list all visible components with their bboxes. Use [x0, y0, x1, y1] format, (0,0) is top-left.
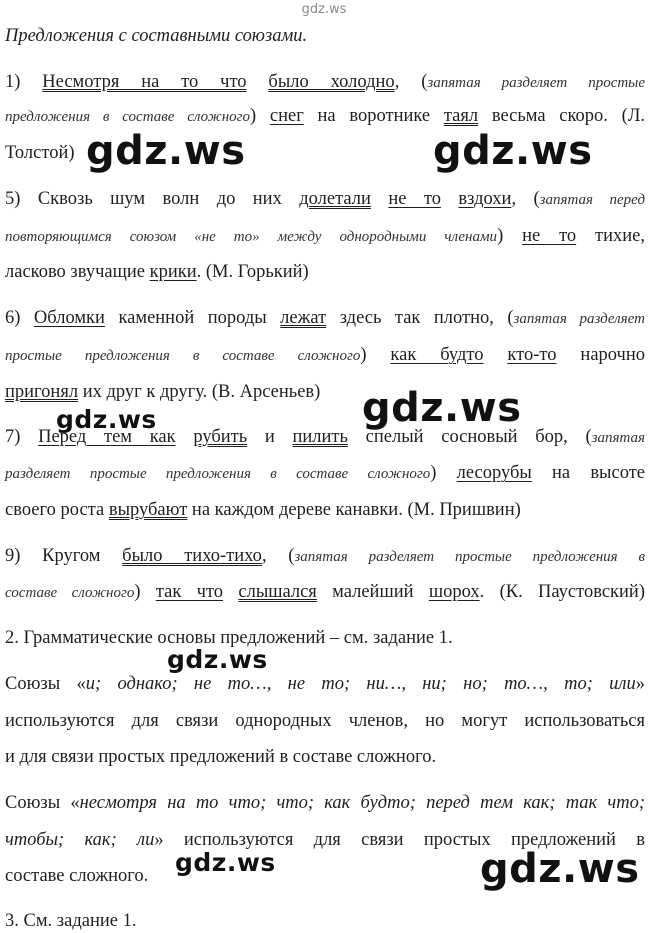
comma-note: предложения в составе сложного	[5, 109, 250, 125]
comma-note: запятая разделяет простые	[427, 75, 645, 91]
conjunction-list: и; однако; не то…, не то; ни…, ни; но; то…, то; или	[85, 674, 636, 694]
comma-note: простые предложения в составе сложного	[5, 348, 361, 364]
sentence-7-line-2: разделяет простые предложения в составе сложного) лесорубы на высоте	[5, 463, 646, 483]
predicate: пилить	[292, 427, 348, 447]
top-watermark: gdz.ws	[301, 2, 347, 17]
subject: лесорубы	[456, 463, 532, 483]
sentence-6-line-3: пригонял их друг к другу. (В. Арсеньев)	[5, 382, 321, 402]
comma-note: запятая	[591, 430, 645, 446]
sentence-6-line-2: простые предложения в составе сложного) как будто кто-то нарочно	[5, 345, 645, 365]
sentence-5-line-3: ласково звучащие крики. (М. Горький)	[5, 262, 309, 282]
conjunction-list: несмотря на то что; что; как будто; перед тем как; так что;	[79, 793, 645, 813]
sentence-1-line-2: предложения в составе сложного) снег на воротнике таял весьма скоро. (Л.	[5, 106, 645, 126]
predicate: долетали	[299, 189, 371, 209]
sentence-1-line-1: 1) Несмотря на то что было холодно, (запятая разделяет простые	[5, 72, 645, 92]
number: 1)	[5, 72, 43, 92]
watermark: gdz.ws	[86, 128, 246, 174]
subject: шорох	[428, 582, 480, 602]
sentence-6-line-1: 6) Обломки каменной породы лежат здесь так плотно, (запятая разделяет	[5, 308, 645, 328]
predicate: пригонял	[5, 382, 79, 402]
watermark: gdz.ws	[56, 405, 157, 434]
watermark: gdz.ws	[480, 846, 640, 892]
predicate: рубить	[193, 427, 248, 447]
watermark: gdz.ws	[175, 848, 276, 877]
predicate: было тихо-тихо	[122, 546, 262, 566]
conjunction: Перед тем как	[38, 427, 176, 447]
watermark: gdz.ws	[362, 385, 522, 431]
watermark: gdz.ws	[433, 128, 593, 174]
comma-note: составе сложного	[5, 585, 135, 601]
comma-note: разделяет простые предложения в составе сложного	[5, 466, 431, 482]
conjunction: не то	[522, 226, 577, 246]
conjunction: Несмотря на то что	[42, 72, 247, 92]
conjunction: не то	[388, 189, 441, 209]
watermark: gdz.ws	[167, 645, 268, 674]
predicate: вырубают	[108, 500, 188, 520]
conjunctions-1-line-3: и для связи простых предложений в составе сложного.	[5, 747, 437, 767]
subject: Обломки	[33, 308, 105, 328]
predicate: слышался	[238, 582, 317, 602]
comma-note: запятая перед	[539, 192, 646, 208]
comma-note: запятая разделяет простые предложения в	[294, 549, 645, 565]
subject: снег	[269, 106, 304, 126]
task-3: 3. См. задание 1.	[5, 911, 137, 931]
conjunctions-1-line-2: используются для связи однородных членов, но могут использоваться	[5, 711, 645, 731]
sentence-1-line-3: Толстой)	[5, 143, 75, 163]
sentence-5-line-1: 5) Сквозь шум волн до них долетали не то вздохи, (запятая перед	[5, 189, 646, 209]
subject: крики	[149, 262, 197, 282]
conjunctions-2-line-2: чтобы; как; ли» используются для связи простых предложений в	[5, 830, 645, 850]
conjunctions-2-line-3: составе сложного.	[5, 866, 149, 886]
comma-note: повторяющимся союзом «не то» между однородными членами	[5, 229, 498, 245]
predicate: было холодно	[268, 72, 395, 92]
subject: вздохи	[458, 189, 512, 209]
conjunctions-1-line-1: Союзы «и; однако; не то…, не то; ни…, ни; но; то…, то; или»	[5, 674, 645, 694]
sentence-5-line-2: повторяющимся союзом «не то» между однородными членами) не то тихие,	[5, 226, 645, 246]
number: 5)	[5, 189, 38, 209]
sentence-7-line-1: 7) Перед тем как рубить и пилить спелый сосновый бор, (запятая	[5, 427, 645, 447]
conjunction-list: чтобы; как; ли	[5, 830, 155, 850]
number: 6)	[5, 308, 34, 328]
predicate: таял	[443, 106, 479, 126]
conjunctions-2-line-1: Союзы «несмотря на то что; что; как будто; перед тем как; так что;	[5, 793, 645, 813]
sentence-7-line-3: своего роста вырубают на каждом дереве канавки. (М. Пришвин)	[5, 500, 521, 520]
comma-note: запятая разделяет	[513, 311, 645, 327]
conjunction: так что	[155, 582, 224, 602]
number: 7)	[5, 427, 39, 447]
sentence-9-line-2: составе сложного) так что слышался малейший шорох. (К. Паустовский)	[5, 582, 645, 602]
sentence-9-line-1: 9) Кругом было тихо-тихо, (запятая разделяет простые предложения в	[5, 546, 645, 566]
task-2: 2. Грамматические основы предложений – см. задание 1.	[5, 628, 453, 648]
number: 9)	[5, 546, 43, 566]
conjunction: как будто	[390, 345, 484, 365]
subject: кто-то	[507, 345, 557, 365]
heading: Предложения с составными союзами.	[5, 26, 308, 46]
predicate: лежат	[280, 308, 327, 328]
